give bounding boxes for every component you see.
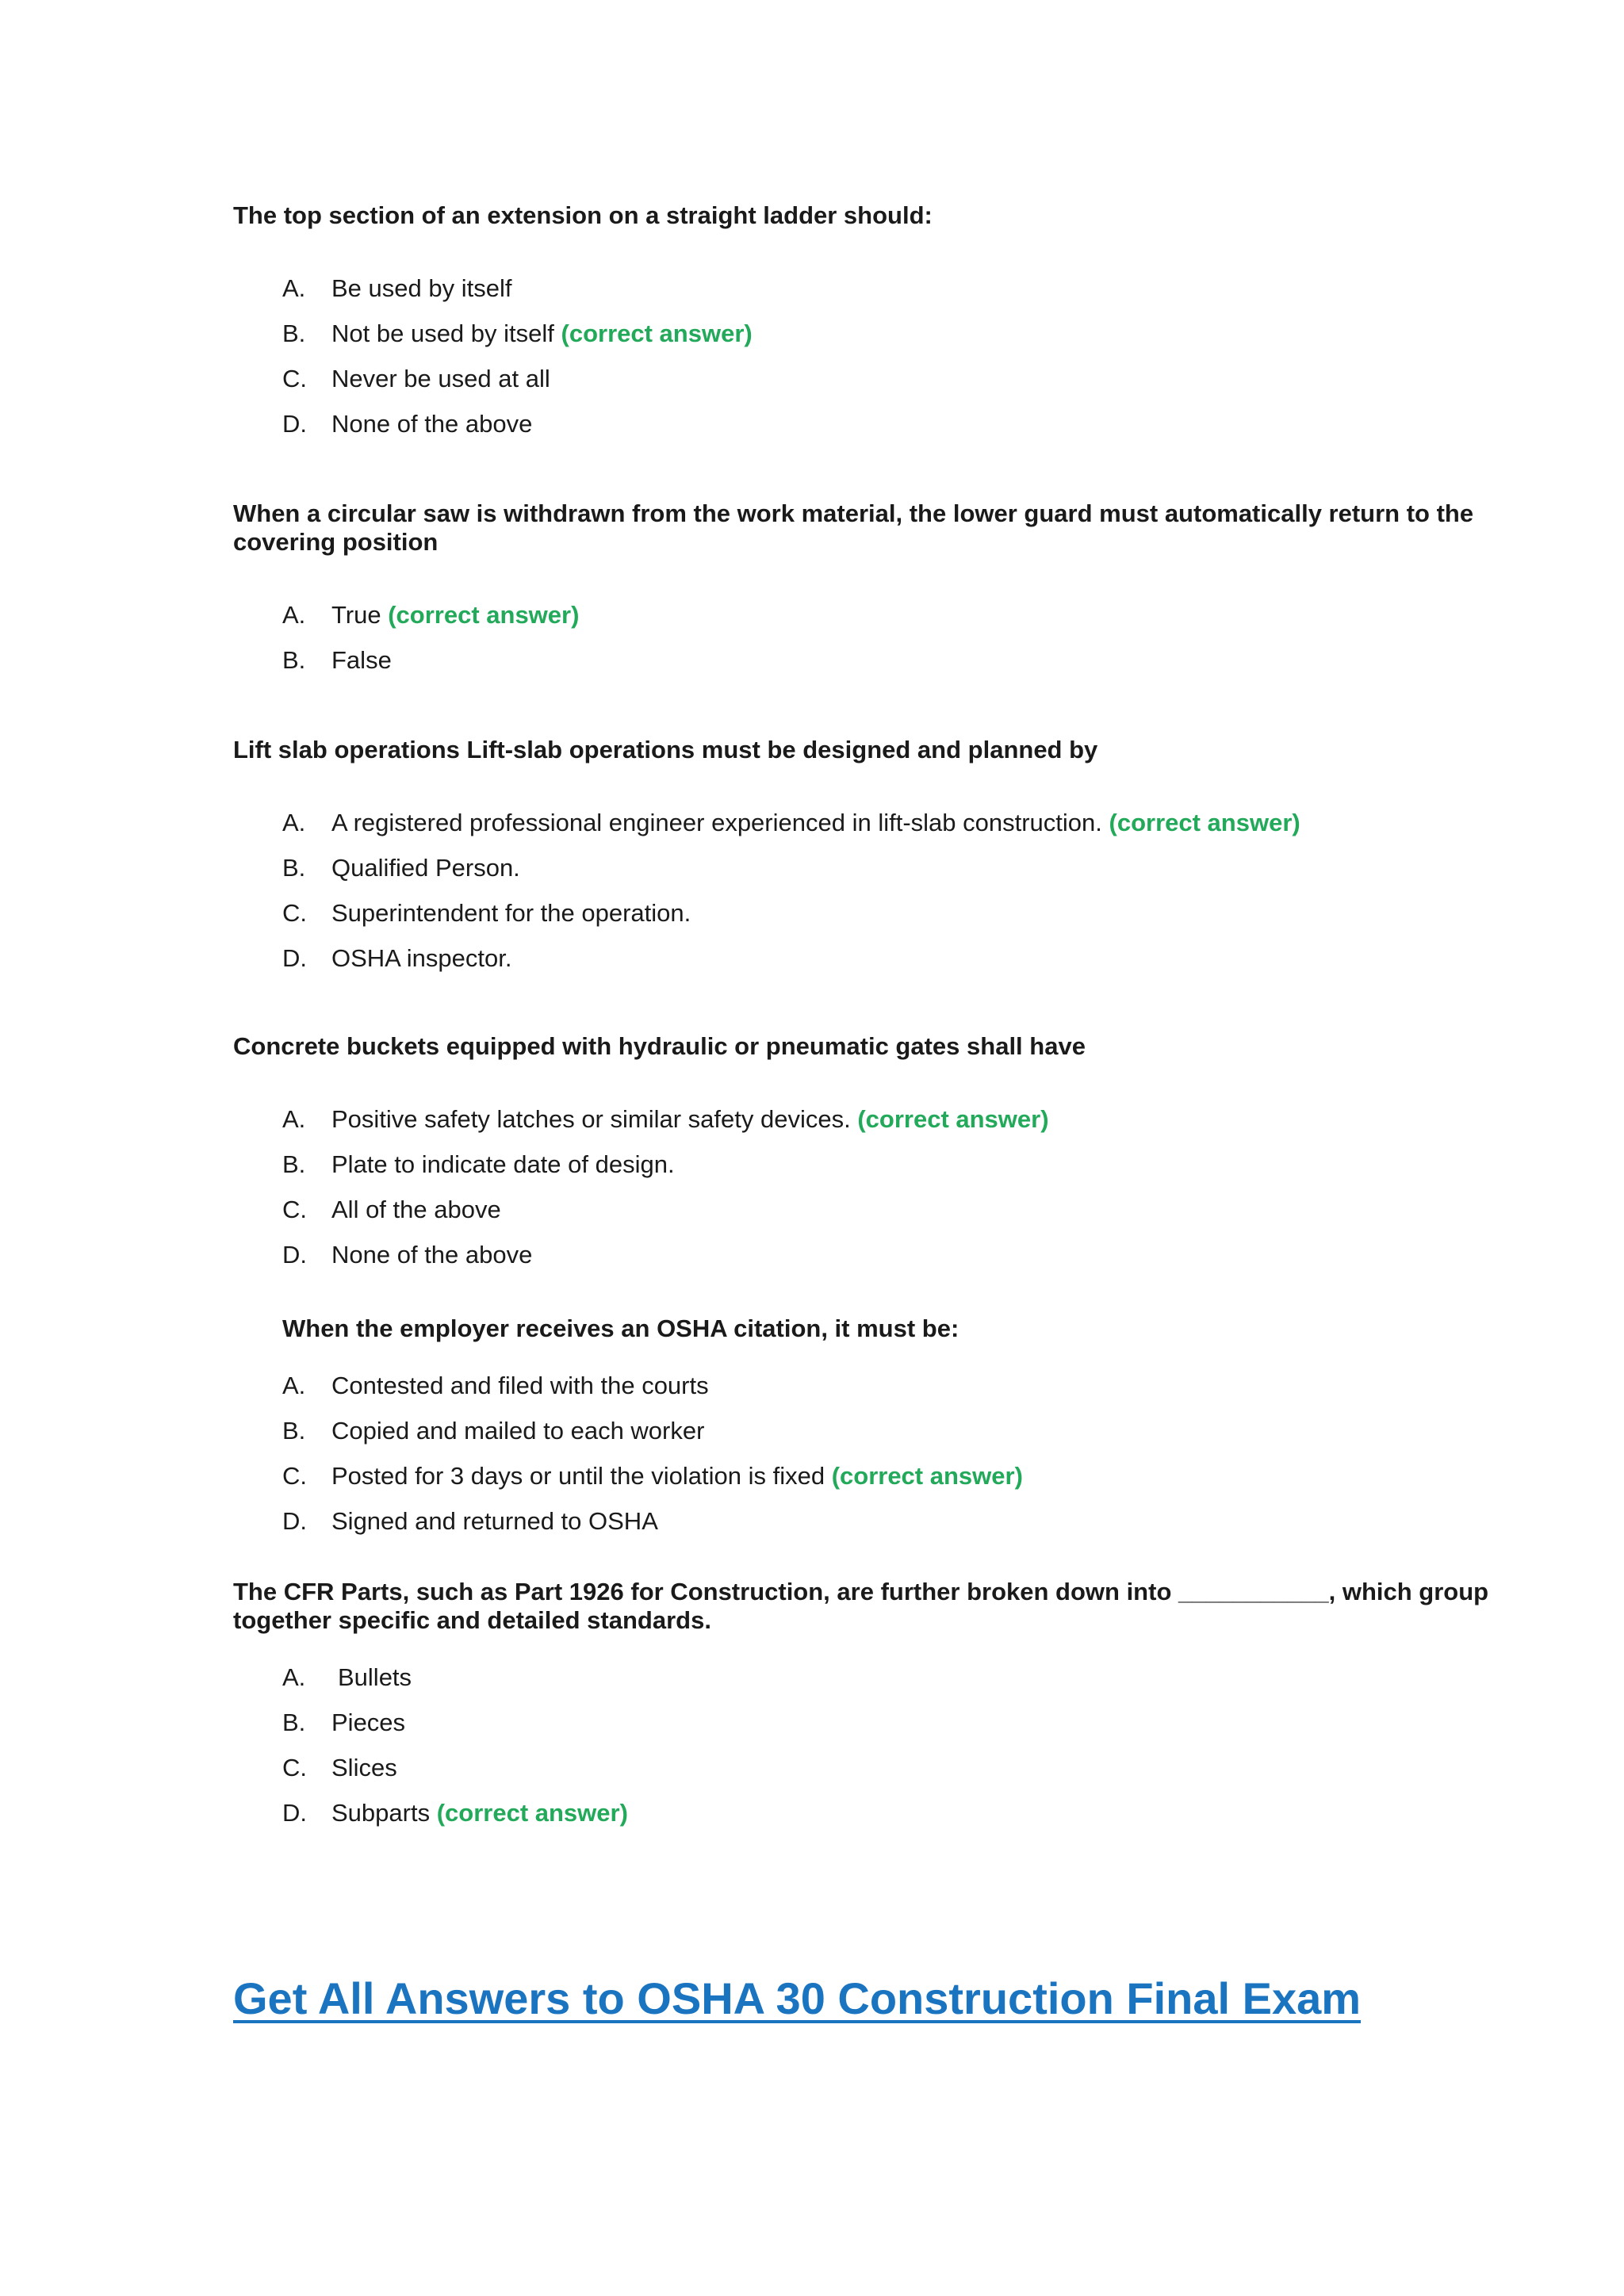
answer-options <box>233 601 1510 691</box>
option-item <box>233 646 1510 691</box>
option-text: Not be used by itself <box>331 320 554 347</box>
correct-answer-tag: (correct answer) <box>831 1462 1023 1490</box>
answer-options <box>233 1372 1510 1552</box>
option-letter: D. <box>282 1241 307 1269</box>
option-item <box>233 365 1510 410</box>
option-item <box>233 1507 1510 1552</box>
answer-options <box>233 1663 1510 1844</box>
option-item <box>233 1709 1510 1754</box>
option-text: Never be used at all <box>331 365 550 392</box>
question-text: When a circular saw is withdrawn from the work material, the lower guard must automatically return to the covering position <box>233 499 1474 556</box>
answer-options <box>233 809 1510 989</box>
option-text-wrap <box>331 320 753 348</box>
option-item <box>233 274 1510 320</box>
option-letter: B. <box>282 1709 306 1736</box>
question-text: When the employer receives an OSHA citation, it must be: <box>282 1314 959 1342</box>
option-item <box>233 320 1510 365</box>
option-item <box>233 854 1510 899</box>
correct-answer-tag: (correct answer) <box>436 1799 628 1827</box>
question-text: Lift slab operations Lift-slab operations must be designed and planned by <box>233 736 1098 763</box>
correct-answer-tag: (correct answer) <box>561 320 753 347</box>
question-block <box>233 499 1510 691</box>
option-letter: B. <box>282 646 306 674</box>
option-text-wrap <box>331 1799 628 1827</box>
question-block <box>233 1578 1510 1844</box>
option-text: Copied and mailed to each worker <box>331 1417 705 1445</box>
option-item <box>233 1417 1510 1462</box>
question-text: The top section of an extension on a straight ladder should: <box>233 201 933 229</box>
option-text: OSHA inspector. <box>331 944 512 972</box>
option-item <box>233 601 1510 646</box>
option-item <box>233 410 1510 455</box>
option-text-wrap <box>331 601 579 629</box>
option-text-wrap <box>331 1462 1023 1490</box>
option-text: Posted for 3 days or until the violation is fixed <box>331 1462 825 1490</box>
option-text-wrap <box>331 1105 1049 1134</box>
option-text: Positive safety latches or similar safety devices. <box>331 1105 851 1133</box>
option-letter: A. <box>282 1105 306 1133</box>
option-text: Pieces <box>331 1709 406 1736</box>
option-text: Qualified Person. <box>331 854 520 882</box>
option-item <box>233 899 1510 944</box>
correct-answer-tag: (correct answer) <box>857 1105 1049 1133</box>
option-text: True <box>331 601 381 629</box>
option-text: Subparts <box>331 1799 431 1827</box>
option-text: Plate to indicate date of design. <box>331 1150 675 1178</box>
option-text: Signed and returned to OSHA <box>331 1507 658 1535</box>
option-item <box>233 1150 1510 1196</box>
option-text: Contested and filed with the courts <box>331 1372 709 1399</box>
option-text: Be used by itself <box>331 274 512 302</box>
answer-options <box>233 1105 1510 1286</box>
option-letter: B. <box>282 854 306 882</box>
option-letter: D. <box>282 1507 307 1535</box>
option-item <box>233 1462 1510 1507</box>
question-block <box>233 1314 1510 1552</box>
option-letter: D. <box>282 410 307 438</box>
option-letter: D. <box>282 1799 307 1827</box>
option-letter: A. <box>282 1663 306 1691</box>
question-text: Concrete buckets equipped with hydraulic or pneumatic gates shall have <box>233 1032 1086 1060</box>
question-block <box>233 201 1510 455</box>
option-item <box>233 1196 1510 1241</box>
get-all-answers-link[interactable]: Get All Answers to OSHA 30 Construction Final Exam <box>233 1973 1362 2023</box>
option-text: Slices <box>331 1754 397 1781</box>
option-letter: B. <box>282 1150 306 1178</box>
option-letter: A. <box>282 809 306 836</box>
option-letter: A. <box>282 274 306 302</box>
option-item <box>233 1241 1510 1286</box>
option-text: None of the above <box>331 1241 533 1269</box>
option-item <box>233 1754 1510 1799</box>
option-text: Bullets <box>338 1663 412 1691</box>
option-text-wrap <box>331 809 1300 837</box>
option-letter: A. <box>282 601 306 629</box>
option-letter: C. <box>282 899 307 927</box>
question-text: The CFR Parts, such as Part 1926 for Construction, are further broken down into ___________, which group together specific and detailed standards. <box>233 1578 1489 1634</box>
option-letter: D. <box>282 944 307 972</box>
correct-answer-tag: (correct answer) <box>388 601 580 629</box>
option-text: Superintendent for the operation. <box>331 899 691 927</box>
option-letter: A. <box>282 1372 306 1399</box>
option-text: None of the above <box>331 410 533 438</box>
option-item <box>233 1372 1510 1417</box>
option-item <box>233 944 1510 989</box>
option-letter: C. <box>282 1754 307 1781</box>
option-letter: C. <box>282 365 307 392</box>
option-item <box>233 1663 1510 1709</box>
option-letter: B. <box>282 1417 306 1445</box>
option-text: A registered professional engineer experienced in lift-slab construction. <box>331 809 1102 836</box>
option-item <box>233 1105 1510 1150</box>
option-letter: C. <box>282 1196 307 1223</box>
question-block <box>233 1032 1510 1286</box>
option-item <box>233 809 1510 854</box>
question-block <box>233 736 1510 989</box>
option-letter: B. <box>282 320 306 347</box>
option-item <box>233 1799 1510 1844</box>
option-text: All of the above <box>331 1196 501 1223</box>
option-letter: C. <box>282 1462 307 1490</box>
answer-options <box>233 274 1510 455</box>
correct-answer-tag: (correct answer) <box>1109 809 1300 836</box>
option-text: False <box>331 646 392 674</box>
